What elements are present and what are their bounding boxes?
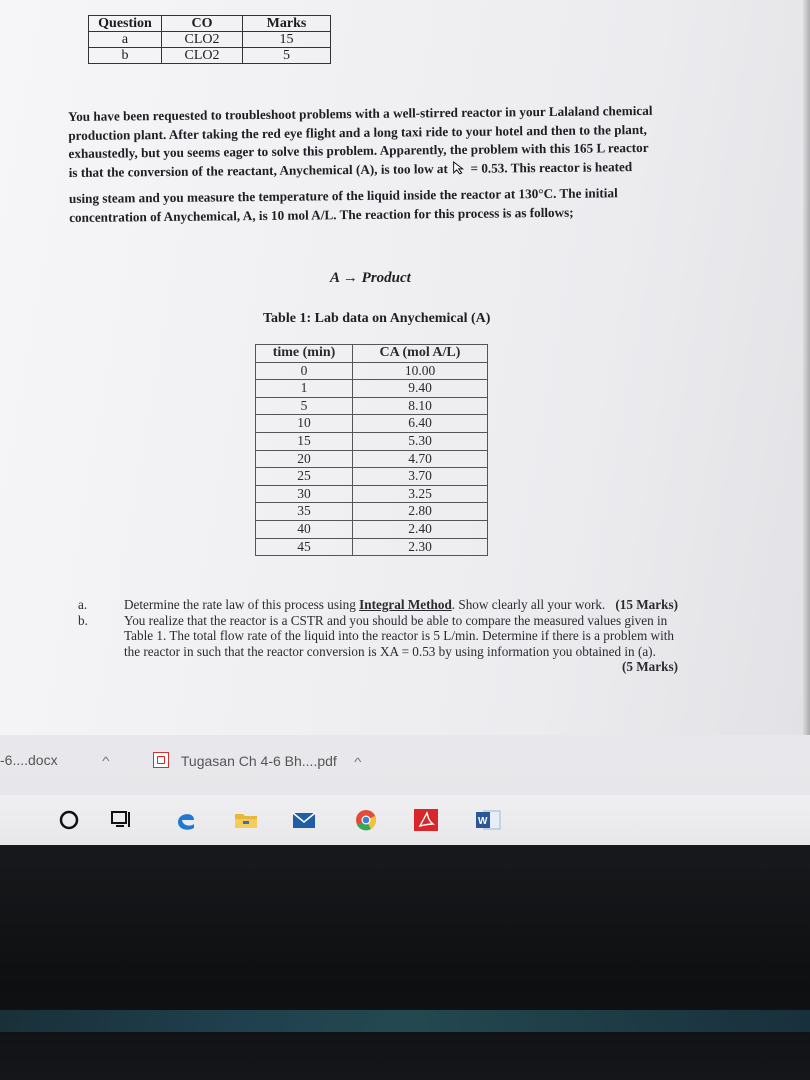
taskbar: [0, 795, 810, 845]
download-bar: [0, 745, 810, 779]
pdf-icon: [153, 752, 169, 768]
problem-line: using steam and you measure the temperature of the liquid inside the reactor at 130°C. The initial: [68, 185, 618, 206]
table-row: [256, 380, 488, 398]
acrobat-icon[interactable]: [412, 807, 440, 833]
table-row: [256, 415, 488, 433]
chrome-icon[interactable]: [352, 807, 380, 833]
problem-line: exhaustedly, but you seems eager to solve this problem. Apparently, the problem with this 165 L reactor: [68, 139, 649, 161]
reaction-equation: A → Product: [330, 270, 411, 286]
problem-statement: [68, 101, 691, 227]
time-cell: 5: [256, 397, 353, 415]
table-cell: CLO2: [162, 32, 243, 48]
table-row: [256, 520, 488, 538]
question-a: [78, 597, 678, 613]
concentration-cell: 5.30: [353, 432, 488, 450]
table-row: [256, 503, 488, 521]
download-item[interactable]: [153, 752, 360, 769]
question-b: [78, 613, 678, 675]
table-cell: a: [89, 32, 162, 48]
concentration-cell: 2.40: [353, 520, 488, 538]
concentration-header: CA (mol A/L): [353, 345, 488, 363]
question-marks: (15 Marks): [615, 597, 678, 612]
edge-icon[interactable]: [172, 807, 200, 833]
concentration-cell: 10.00: [353, 362, 488, 380]
table-cell: CLO2: [162, 48, 243, 64]
problem-text: is that the conversion of the reactant, Anychemical (A), is too low at: [68, 160, 448, 180]
co-header: CO: [162, 16, 243, 32]
concentration-cell: 2.80: [353, 503, 488, 521]
download-name: Tugasan Ch 4-6 Bh....pdf: [180, 753, 337, 769]
marks-header: Marks: [243, 16, 331, 32]
table-cell: 5: [243, 48, 331, 64]
question-text: Determine the rate law of this process using: [124, 597, 356, 612]
table-row: [256, 362, 488, 380]
chevron-up-icon[interactable]: ^: [353, 755, 362, 769]
task-view-icon[interactable]: [107, 807, 135, 833]
problem-text: = 0.53. This reactor is heated: [470, 158, 633, 176]
svg-text:W: W: [478, 816, 488, 827]
table-row: [256, 485, 488, 503]
table-row: [256, 432, 488, 450]
monitor-bezel: [0, 845, 810, 1080]
time-cell: 15: [256, 432, 353, 450]
table-row: [89, 48, 331, 64]
table-row: [256, 450, 488, 468]
file-explorer-icon[interactable]: [232, 807, 260, 833]
concentration-cell: 3.70: [353, 468, 488, 486]
time-cell: 20: [256, 450, 353, 468]
time-cell: 30: [256, 485, 353, 503]
mouse-cursor-icon: [451, 160, 467, 174]
download-name: -6....docx: [0, 752, 58, 768]
question-marks: (5 Marks): [621, 659, 678, 675]
concentration-cell: 2.30: [353, 538, 488, 556]
time-cell: 0: [256, 362, 353, 380]
table-cell: b: [89, 48, 162, 64]
time-cell: 25: [256, 468, 353, 486]
time-cell: 35: [256, 503, 353, 521]
question-text: You realize that the reactor is a CSTR and you should be able to compare the measured values given in Table 1. The total flow rate of the liquid into the reactor is 5 L/min. Determine if there is a problem with the reactor in such that the reactor conversion is XA = 0.53 by using information you obtained in (a).: [124, 612, 674, 659]
question-text: . Show clearly all your work.: [451, 597, 606, 612]
time-cell: 45: [256, 538, 353, 556]
table-caption: Table 1: Lab data on Anychemical (A): [263, 311, 491, 326]
problem-line: You have been requested to troubleshoot problems with a well-stirred reactor in your Lalaland chemical: [68, 102, 653, 124]
integral-method-text: Integral Method: [359, 597, 452, 612]
lab-data-table: [255, 344, 488, 556]
concentration-cell: 8.10: [353, 397, 488, 415]
table-row: [89, 32, 331, 48]
problem-line: concentration of Anychemical, A, is 10 mol A/L. The reaction for this process is as follows;: [69, 204, 574, 225]
word-icon[interactable]: [474, 807, 502, 833]
time-cell: 1: [256, 380, 353, 398]
download-item[interactable]: [0, 752, 109, 768]
table-row: [256, 468, 488, 486]
mail-icon[interactable]: [290, 807, 318, 833]
concentration-cell: 4.70: [353, 450, 488, 468]
table-row: [256, 397, 488, 415]
chevron-up-icon[interactable]: ^: [102, 754, 110, 768]
problem-line: production plant. After taking the red eye flight and a long taxi ride to your hotel and then to the plant,: [68, 121, 647, 143]
table-cell: 15: [243, 32, 331, 48]
question-table: [88, 15, 331, 64]
time-header: time (min): [256, 345, 353, 363]
concentration-cell: 6.40: [353, 415, 488, 433]
start-circle-icon[interactable]: [55, 807, 83, 833]
time-cell: 40: [256, 520, 353, 538]
time-cell: 10: [256, 415, 353, 433]
question-header: Question: [89, 16, 162, 32]
table-row: [256, 538, 488, 556]
concentration-cell: 3.25: [353, 485, 488, 503]
question-label: a.: [78, 597, 88, 612]
question-label: b.: [78, 612, 88, 628]
questions: [78, 597, 678, 675]
concentration-cell: 9.40: [353, 380, 488, 398]
